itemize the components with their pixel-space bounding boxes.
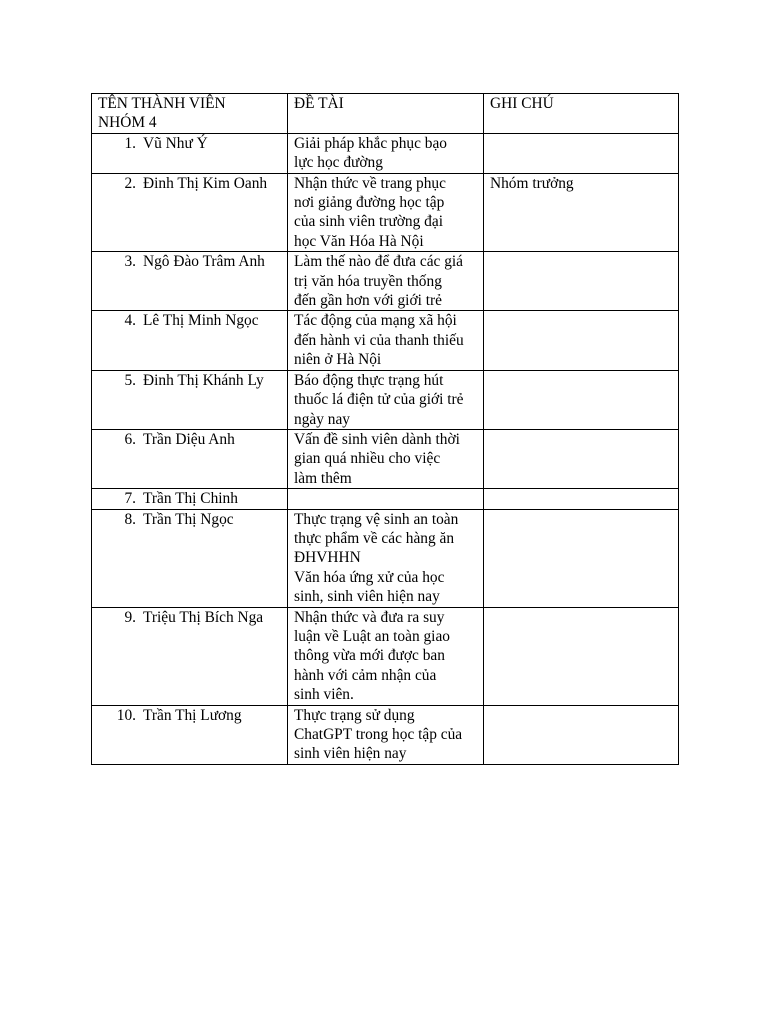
topic-line: Nhận thức và đưa ra suy — [294, 608, 445, 626]
topic-line: trị văn hóa truyền thống — [294, 272, 442, 290]
topic-line: Tác động của mạng xã hội — [294, 312, 457, 330]
topic-line: niên ở Hà Nội — [294, 351, 382, 369]
member-name-cell — [92, 429, 288, 488]
topic-cell — [288, 311, 484, 370]
topic-cell — [288, 705, 484, 764]
topic-line: đến hành vi của thanh thiếu — [294, 331, 464, 349]
table-row — [92, 429, 679, 488]
table-row — [92, 489, 679, 509]
table-row — [92, 607, 679, 705]
topic-line: gian quá nhiều cho việc — [294, 450, 441, 468]
topic-line: luận về Luật an toàn giao — [294, 627, 450, 645]
topic-line: Vấn đề sinh viên dành thời — [294, 430, 460, 448]
topic-cell — [288, 489, 484, 509]
note-cell — [484, 370, 679, 429]
header-cell-name — [92, 94, 288, 134]
row-number: 3. — [124, 253, 136, 271]
note-cell — [484, 429, 679, 488]
topic-line: Thực trạng vệ sinh an toàn — [294, 510, 459, 528]
member-name: Vũ Như Ý — [143, 134, 208, 152]
topic-line: hành với cảm nhận của — [294, 666, 437, 684]
note-cell — [484, 252, 679, 311]
header-name-line2: NHÓM 4 — [98, 114, 157, 132]
member-name-cell — [92, 311, 288, 370]
member-name-cell — [92, 173, 288, 252]
member-name-cell — [92, 370, 288, 429]
topic-cell — [288, 607, 484, 705]
topic-line: học Văn Hóa Hà Nội — [294, 232, 424, 250]
member-name-cell — [92, 705, 288, 764]
member-name: Đinh Thị Khánh Ly — [143, 371, 264, 389]
table-row — [92, 173, 679, 252]
note-cell — [484, 489, 679, 509]
table-row — [92, 252, 679, 311]
member-name: Trần Thị Ngọc — [143, 510, 234, 528]
topic-line: Văn hóa ứng xử của học — [294, 568, 445, 586]
header-cell-note — [484, 94, 679, 134]
topic-line: thông vừa mới được ban — [294, 647, 445, 665]
topic-line: Báo động thực trạng hút — [294, 371, 444, 389]
table-row — [92, 133, 679, 173]
table-header-row — [92, 94, 679, 134]
header-topic: ĐỀ TÀI — [294, 95, 344, 112]
row-number: 1. — [124, 134, 136, 152]
topic-line: Thực trạng sử dụng — [294, 706, 415, 724]
topic-line: sinh viên hiện nay — [294, 745, 407, 763]
topic-line: nơi giảng đường học tập — [294, 194, 445, 212]
member-name-cell — [92, 509, 288, 607]
topic-line: lực học đường — [294, 154, 383, 172]
header-name-line1: TÊN THÀNH VIÊN — [98, 95, 226, 112]
note-cell — [484, 705, 679, 764]
member-name: Trần Diệu Anh — [143, 430, 235, 448]
row-number: 7. — [124, 490, 136, 508]
table-row — [92, 370, 679, 429]
member-name: Trần Thị Lương — [143, 706, 242, 724]
member-name-cell — [92, 607, 288, 705]
topic-cell — [288, 370, 484, 429]
topic-line: ngày nay — [294, 410, 350, 428]
member-name-cell — [92, 133, 288, 173]
topic-line: Giải pháp khắc phục bạo — [294, 134, 447, 152]
row-number: 10. — [116, 706, 136, 724]
topic-line: sinh, sinh viên hiện nay — [294, 588, 440, 606]
table-row — [92, 705, 679, 764]
header-cell-topic — [288, 94, 484, 134]
member-name: Trần Thị Chinh — [143, 490, 238, 508]
topic-line: Nhận thức về trang phục — [294, 174, 446, 192]
row-number: 9. — [124, 608, 136, 626]
member-name: Triệu Thị Bích Nga — [143, 608, 264, 626]
member-name: Đinh Thị Kim Oanh — [143, 174, 268, 192]
topic-line: ĐHVHHN — [294, 549, 361, 567]
topic-cell — [288, 173, 484, 252]
row-number: 4. — [124, 312, 136, 330]
note-cell — [484, 509, 679, 607]
note-cell — [484, 607, 679, 705]
table-row — [92, 509, 679, 607]
member-name-cell — [92, 252, 288, 311]
topic-line: sinh viên. — [294, 686, 354, 704]
topic-line: làm thêm — [294, 469, 352, 487]
group-members-table — [91, 93, 679, 765]
note-text: Nhóm trưởng — [490, 174, 574, 192]
member-name-cell — [92, 489, 288, 509]
topic-line: của sinh viên trường đại — [294, 213, 443, 231]
topic-line: Làm thế nào để đưa các giá — [294, 253, 464, 271]
topic-line: thuốc lá điện tử của giới trẻ — [294, 391, 464, 409]
topic-cell — [288, 509, 484, 607]
row-number: 5. — [124, 371, 136, 389]
member-name: Ngô Đào Trâm Anh — [143, 253, 265, 271]
row-number: 8. — [124, 510, 136, 528]
topic-cell — [288, 429, 484, 488]
row-number: 2. — [124, 174, 136, 192]
topic-line: thực phẩm về các hàng ăn — [294, 529, 455, 547]
table-row — [92, 311, 679, 370]
topic-cell — [288, 252, 484, 311]
note-cell — [484, 173, 679, 252]
topic-line: đến gần hơn với giới trẻ — [294, 292, 442, 310]
note-cell — [484, 311, 679, 370]
topic-cell — [288, 133, 484, 173]
member-name: Lê Thị Minh Ngọc — [143, 312, 259, 330]
topic-empty — [294, 489, 478, 508]
row-number: 6. — [124, 430, 136, 448]
header-note: GHI CHÚ — [490, 95, 554, 112]
note-cell — [484, 133, 679, 173]
topic-line: ChatGPT trong học tập của — [294, 726, 463, 743]
